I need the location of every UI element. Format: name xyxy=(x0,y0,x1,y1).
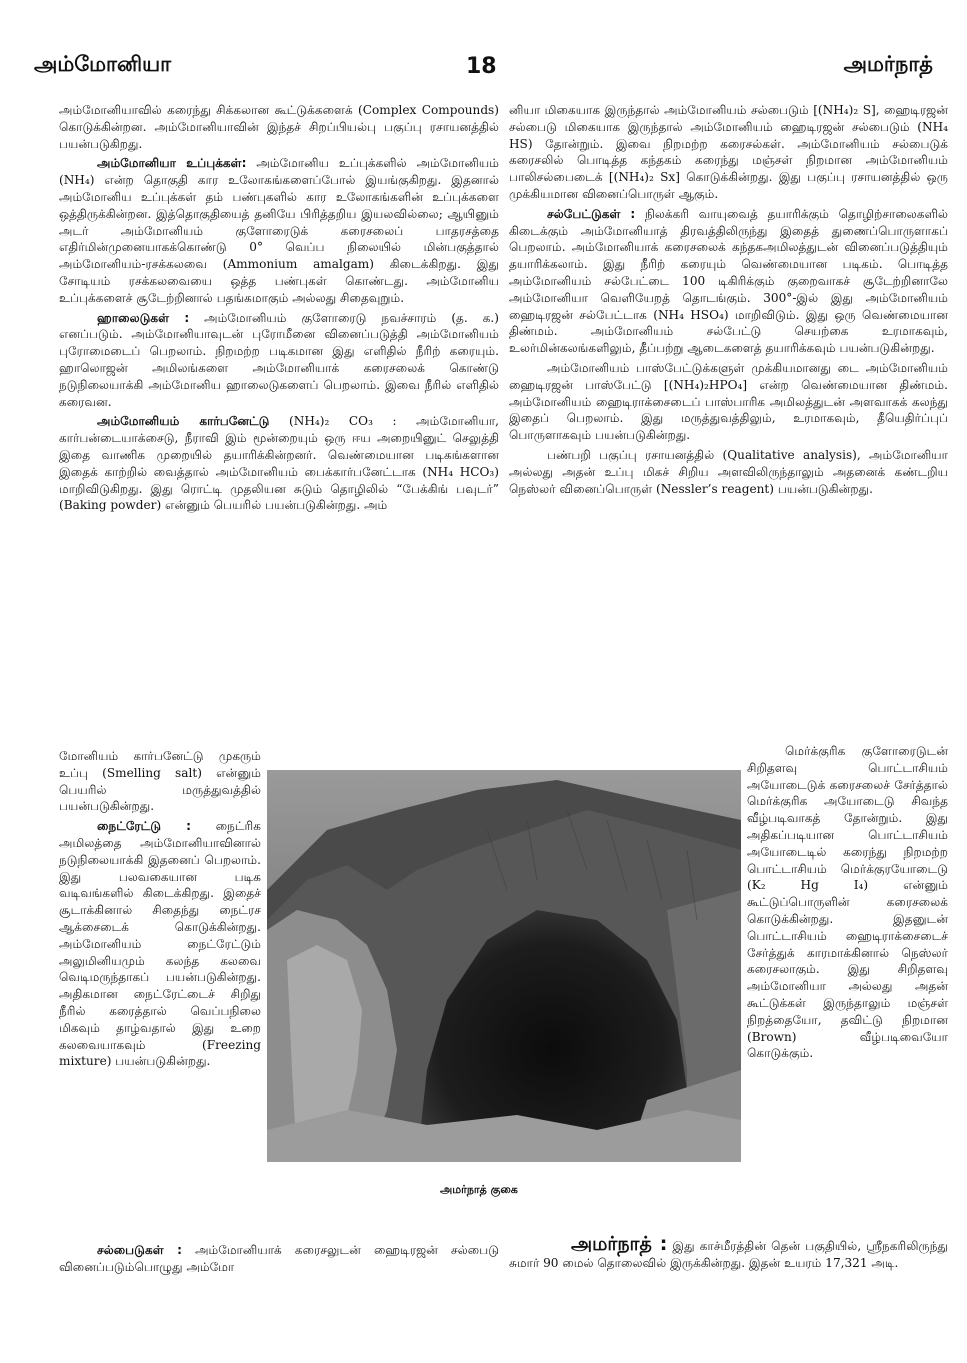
left-narrow-column xyxy=(59,748,261,1073)
page-number: 18 xyxy=(466,54,497,79)
paragraph-smelling-salt: மோனியம் கார்பனேட்டு முகரும் உப்பு (Smelling salt) என்னும் பெயரில் மருத்துவத்தில் பயன்படுகின்றது. xyxy=(59,749,261,814)
text-ammonia-salts: அம்மோனிய உப்புக்களில் அம்மோனியம் (NH₄) என்ற தொகுதி கார உலோகங்களைப்போல் இயங்குகிறது. இதனால் அம்மோனிய உப்புக்கள் தம் பண்புகளில் கார உலோகங்களின் உப்புக்களை ஒத்திருக்கின்றன. இத்தொகுதியைத் தனியே பிரித்தறிய இயலவில்லை; ஆயினும் அடர் அம்மோனியம் குளோரைடுக் கரைசலைப் பாதரசத்தை எதிர்மின்முனையாகக்கொண்டு 0° வெப்ப நிலையில் மின்பகுத்தால் அம்மோனியம்-ரசக்கலவை (Ammonium amalgam) கிடைக்கிறது. இது சோடியம் ரசக்கலவையை ஒத்த பண்புகள் கொண்டது. அம்மோனிய உப்புக்களைச் சூடேற்றினால் பதங்கமாகும் அல்லது சிதைவுறும். xyxy=(59,156,499,305)
text-carbonate: (NH₄)₂ CO₃ : அம்மோனியா, கார்பன்டையாக்சைடு, நீராவி இம் மூன்றையும் ஒரு ஈய அறையினுட் செலுத்தி இதை வாணிக முறையில் தயாரிக்கின்றனர். வெண்மையான படிகங்களான இதைக் காற்றில் வைத்தால் அம்மோனியம் பைக்கார்பனேட்டாக (NH₄ HCO₃) மாறிவிடுகிறது. இது ரொட்டி முதலியன சுடும் தொழிலில் “பேக்கிங் பவுடர்” (Baking powder) என்னும் பெயரில் பயன்படுகின்றது. அம் xyxy=(59,414,499,513)
figure-caption: அமர்நாத் குகை xyxy=(440,1183,518,1196)
paragraph-carbonate xyxy=(59,413,499,514)
left-column xyxy=(59,102,499,517)
right-narrow-column xyxy=(747,743,948,1065)
paragraph-sulphates xyxy=(509,206,948,357)
entry-title-amarnath: அமர்நாத் : xyxy=(571,1233,668,1255)
text-sulphides: அம்மோனியாக் கரைசலுடன் ஹைடிரஜன் சல்பைடு வினைப்படும்பொழுது அம்மோ xyxy=(59,1243,499,1274)
entry-text-amarnath: இது காச்மீரத்தின் தென் பகுதியில், ஸ்ரீநகரிலிருந்து சுமார் 90 மைல் தொலைவில் இருக்கின்றது. இதன் உயரம் 17,321 அடி. xyxy=(509,1239,948,1270)
paragraph-complex-compounds: அம்மோனியாவில் கரைந்து சிக்கலான கூட்டுக்களைக் (Complex Compounds) கொடுக்கின்றன. அம்மோனியாவின் இந்தச் சிறப்பியல்பு பகுப்பு ரசாயனத்தில் பயன்படுகிறது. xyxy=(59,103,499,151)
running-head-right: அமர்நாத் xyxy=(843,52,933,76)
heading-sulphates: சல்பேட்டுகள் : xyxy=(547,206,636,221)
amarnath-entry xyxy=(509,1233,948,1272)
heading-ammonia-salts: அம்மோனியா உப்புக்கள்: xyxy=(97,156,247,171)
right-column xyxy=(509,102,948,500)
paragraph-sulphides xyxy=(59,1242,499,1276)
paragraph-phosphates: அம்மோனியம் பாஸ்பேட்டுக்களுள் முக்கியமானது டை அம்மோனியம் ஹைடிரஜன் பாஸ்பேட்டு [(NH₄)₂HPO₄] என்ற வெண்மையான திண்மம். அம்மோனியம் ஹைடிராக்சைடைப் பாஸ்பாரிக அமிலத்துடன் அளவாகக் கலந்து இதைப் பெறலாம். இது மருத்துவத்திலும், உரமாகவும், தீயெதிர்ப்புப் பொருளாகவும் பயன்படுகின்றது. xyxy=(509,360,948,443)
paragraph-nitrate xyxy=(59,818,261,1070)
paragraph-qualitative-analysis: பண்பறி பகுப்பு ரசாயனத்தில் (Qualitative analysis), அம்மோனியா அல்லது அதன் உப்பு மிகச் சிறிய அளவிலிருந்தாலும் அதனைக் கண்டறிய நெஸ்லர் வினைப்பொருள் (Nessler’s reagent) பயன்படுகின்றது. xyxy=(509,447,948,496)
amarnath-cave-photo xyxy=(267,770,741,1162)
heading-nitrate: நைட்ரேட்டு : xyxy=(97,819,191,834)
cave-photo-illustration xyxy=(267,770,741,1162)
heading-halides: ஹாலைடுகள் : xyxy=(97,310,190,325)
heading-sulphides: சல்பைடுகள் : xyxy=(97,1243,182,1257)
text-halides: அம்மோனியம் குளோரைடு நவச்சாரம் (த. க.) எனப்படும். அம்மோனியாவுடன் புரோமீனை வினைப்படுத்தி அம்மோனியம் புரோமைடைப் பெறலாம். நிறமற்ற படிகமான இது எளிதில் நீரிற் கரையும். ஹாலொஜன் அமிலங்களை அம்மோனியாக் கரைசலைக் கொண்டு நடுநிலையாக்கி அம்மோனிய ஹாலைடுகளைப் பெறலாம். இவை நீரில் எளிதில் கரைவன. xyxy=(59,310,499,409)
paragraph-halides xyxy=(59,310,499,411)
paragraph-ammonia-salts xyxy=(59,155,499,306)
paragraph-nessler: மெர்க்குரிக குளோரைடுடன் சிறிதளவு பொட்டாசியம் அயோடைடுக் கரைசலைச் சேர்த்தால் மெர்க்குரிக அயோடைடு சிவந்த வீழ்படிவாகத் தோன்றும். இது அதிகப்படியான பொட்டாசியம் அயோடைடில் கரைந்து நிறமற்ற பொட்டாசியம் மெர்க்குரயோடைடு (K₂ Hg I₄) என்னும் கூட்டுப்பொருளின் கரைசலைக் கொடுக்கின்றது. இதனுடன் பொட்டாசியம் ஹைடிராக்சைடைச் சேர்த்துக் காரமாக்கினால் நெஸ்லர் கரைசலாகும். இது சிறிதளவு அம்மோனியா அல்லது அதன் கூட்டுக்கள் இருந்தாலும் மஞ்சள் நிறத்தையோ, தவிட்டு நிறமான (Brown) வீழ்படிவையோ கொடுக்கும். xyxy=(747,744,948,1061)
text-sulphates: நிலக்கரி வாயுவைத் தயாரிக்கும் தொழிற்சாலைகளில் கிடைக்கும் அம்மோனியாத் திரவத்திலிருந்து இதைத் துணைப்பொருளாகப் பெறலாம். அம்மோனியாக் கரைசலைக் கந்தகஅமிலத்துடன் வினைப்படுத்தியும் தயாரிக்கலாம். இது நீரிற் கரையும் வெண்மையான படிகம். பொடித்த அம்மோனியம் சல்பேட்டை 100 டிகிரிக்கும் குறைவாகச் சூடேற்றினாலே அம்மோனியா வெளியேறத் தொடங்கும். 300°-இல் இது அம்மோனியம் ஹைடிரஜன் சல்பேட்டாக (NH₄ HSO₄) மாறிவிடும். இது ஒரு வெண்மையான திண்மம். அம்மோனியம் சல்பேட்டு செயற்கை உரமாகவும், உலர்மின்கலங்களிலும், தீப்பற்று ஆடைகளைத் தயாரிக்கவும் பயன்படுகின்றது. xyxy=(509,206,948,356)
running-head-left: அம்மோனியா xyxy=(34,52,172,76)
paragraph-sulphide-cont: னியா மிகையாக இருந்தால் அம்மோனியம் சல்பைடும் [(NH₄)₂ S], ஹைடிரஜன் சல்பைடு மிகையாக இருந்தால் அம்மோனியம் ஹைடிரஜன் சல்பைடும் (NH₄ HS) தோன்றும். இவை நிறமற்ற கரைசல்கள். அம்மோனியம் சல்பைடுக் கரைசலில் பொடித்த கந்தகம் கரைந்து மஞ்சள் நிறமான அம்மோனியம் பாலிசல்பைடைக் [(NH₄)₂ Sx] கொடுக்கின்றது. இது பகுப்பு ரசாயனத்தில் ஒரு முக்கியமான வினைப்பொருள் ஆகும். xyxy=(509,103,948,201)
text-nitrate: நைட்ரிக அமிலத்தை அம்மோனியாவினால் நடுநிலையாக்கி இதனைப் பெறலாம். இது பலவகையான படிக வடிவங்களில் கிடைக்கிறது. இதைச் சூடாக்கினால் சிதைந்து நைட்ரச ஆக்சைடைக் கொடுக்கின்றது. அம்மோனியம் நைட்ரேட்டும் அலுமினியமும் கலந்த கலவை வெடிமருந்தாகப் பயன்படுகின்றது. அதிகமான நைட்ரேட்டைச் சிறிது நீரில் கரைத்தால் வெப்பநிலை மிகவும் தாழ்வதால் இது உறை கலவையாகவும் (Freezing mixture) பயன்படுகின்றது. xyxy=(59,819,261,1069)
heading-carbonate: அம்மோனியம் கார்பனேட்டு xyxy=(97,414,270,429)
